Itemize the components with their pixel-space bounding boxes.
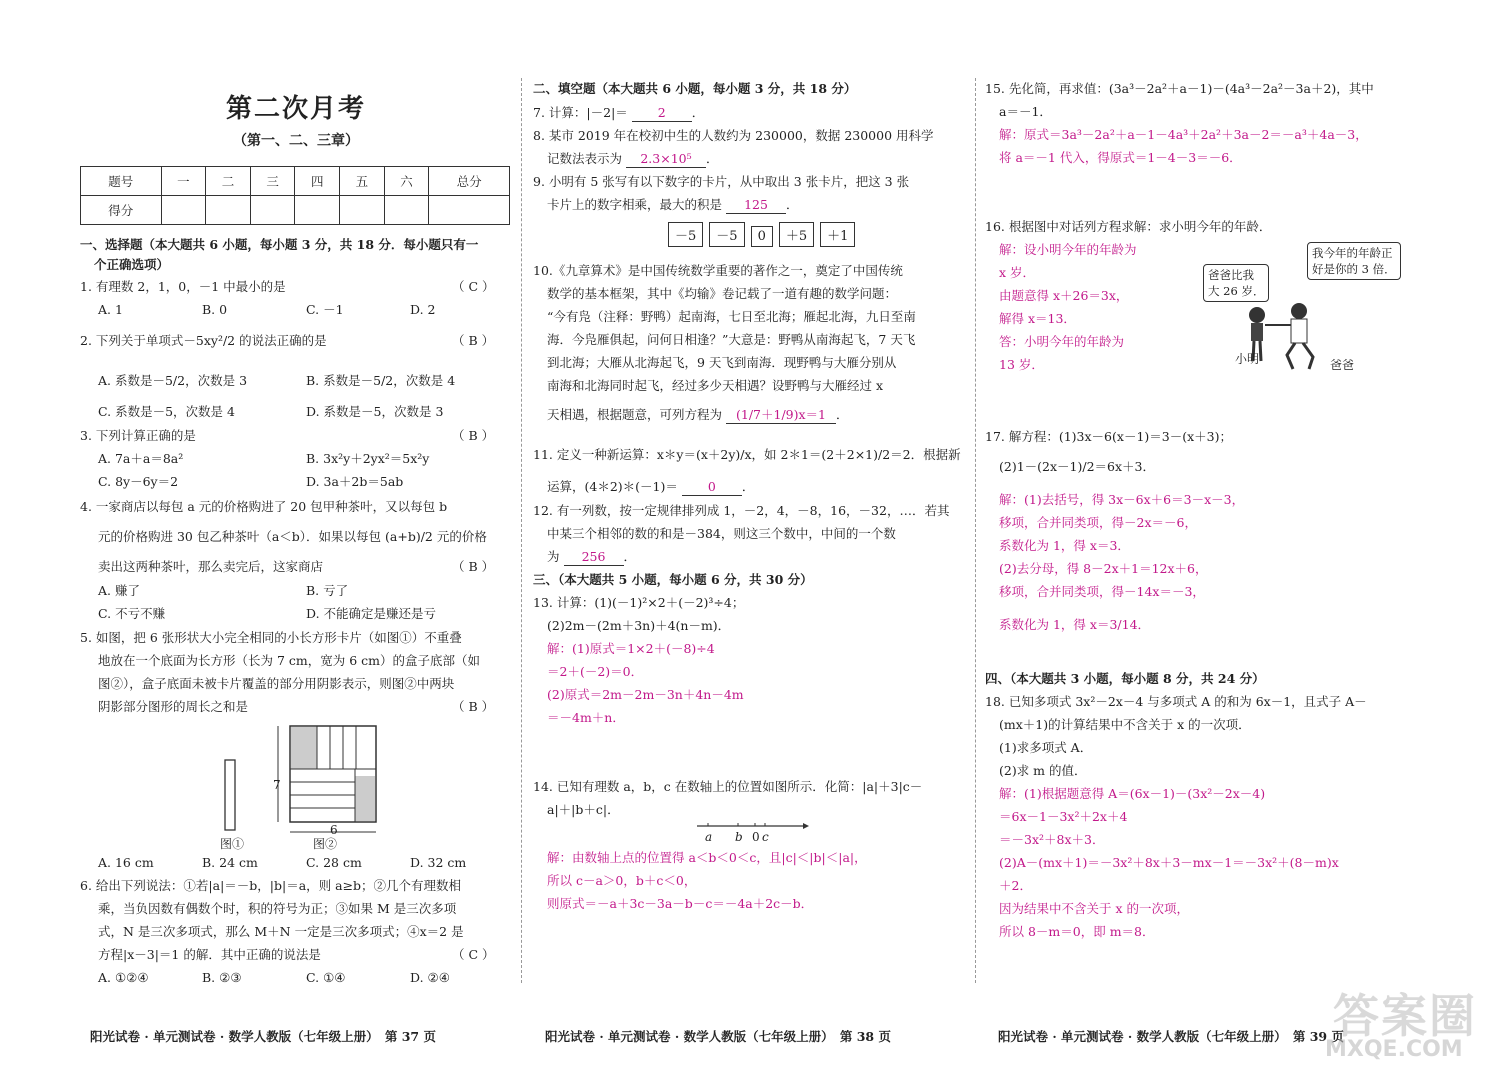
solution: (2)原式＝2m－2m－3n＋4n－4m <box>547 687 744 702</box>
question-6: 方程|x－3|＝1 的解．其中正确的说法是 <box>98 947 321 962</box>
question-8: 记数法表示为 2.3×10⁵ ． <box>547 151 719 166</box>
table-cell: 四 <box>295 167 340 196</box>
section-heading: 一、选择题（本大题共 6 小题，每小题 3 分，共 18 分．每小题只有一 <box>80 237 479 252</box>
question-18: (1)求多项式 A． <box>999 740 1093 755</box>
solution: 所以 8－m＝0，即 m＝8． <box>999 924 1155 939</box>
length-label: 7 <box>273 778 281 792</box>
question-4: 4. 一家商店以每包 a 元的价格购进了 20 包甲种茶叶，又以每包 b <box>80 499 448 514</box>
question-4: 卖出这两种茶叶，那么卖完后，这家商店 <box>98 559 324 574</box>
option: D. 32 cm <box>410 855 467 870</box>
option: A. 16 cm <box>98 855 154 870</box>
table-cell: 得分 <box>81 196 162 225</box>
question-text: 天相遇，根据题意，可列方程为 <box>547 407 723 422</box>
answer-mark: （ B ） <box>452 428 495 443</box>
solution: 解：(1)根据题意得 A＝(6x－1)－(3x²－2x－4) <box>999 786 1266 801</box>
option: C. 28 cm <box>306 855 362 870</box>
solution: ＝6x－1－3x²＋2x＋4 <box>999 809 1128 824</box>
bubble-text: 大 26 岁． <box>1208 284 1265 298</box>
question-10: 海．今凫雁俱起，问何日相逢？”大意是：野鸭从南海起飞，7 天飞 <box>547 332 916 347</box>
score-input-cell[interactable] <box>429 196 510 225</box>
page-footer: 阳光试卷 · 单元测试卷 · 数学人教版（七年级上册） 第 38 页 <box>545 1029 891 1044</box>
option: C. 8y－6y＝2 <box>98 474 179 489</box>
question-15: 15. 先化简，再求值：(3a³－2a²＋a－1)－(4a³－2a²－3a＋2)，其中 <box>985 81 1374 96</box>
option: B. 3x²y＋2yx²＝5x²y <box>306 451 430 466</box>
answer-mark: （ C ） <box>452 279 495 294</box>
solution: 答：小明今年的年龄为 <box>999 334 1125 349</box>
solution: 解：(1)去括号，得 3x－6x＋6＝3－x－3， <box>999 492 1245 507</box>
option: C. ①④ <box>306 970 346 985</box>
question-9: 卡片上的数字相乘，最大的积是 125 ． <box>547 197 799 212</box>
option: D. ②④ <box>410 970 450 985</box>
bubble-text: 我今年的年龄正 <box>1312 246 1393 260</box>
caption-dad: 爸爸 <box>1330 358 1355 372</box>
option: D. 3a＋2b＝5ab <box>306 474 404 489</box>
option: D. 2 <box>410 302 436 317</box>
axis-label: c <box>762 830 769 844</box>
option: A. ①②④ <box>98 970 149 985</box>
solution: 系数化为 1，得 x＝3/14． <box>999 617 1151 632</box>
table-cell: 一 <box>161 167 206 196</box>
option: B. 24 cm <box>202 855 258 870</box>
question-11: 运算，(4＊2)＊(－1)＝ 0 ． <box>547 479 755 494</box>
page-title: 第二次月考 <box>225 94 366 124</box>
solution: 由题意得 x＋26＝3x， <box>999 288 1129 303</box>
option: B. ②③ <box>202 970 242 985</box>
section-heading: 个正确选项） <box>94 257 170 272</box>
option: A. 7a＋a＝8a² <box>98 451 184 466</box>
option: B. 亏了 <box>306 583 349 598</box>
solution: 则原式＝－a＋3c－3a－b－c＝－4a＋2c－b． <box>547 896 814 911</box>
question-text: 为 <box>547 549 560 564</box>
bubble-text: 爸爸比我 <box>1208 268 1254 282</box>
option: A. 1 <box>98 302 123 317</box>
figure-label: 图② <box>313 837 338 851</box>
question-5: 阴影部分图形的周长之和是 <box>98 699 249 714</box>
table-row <box>81 196 510 225</box>
column-divider <box>521 78 522 983</box>
card-figure <box>210 718 390 838</box>
answer-blank: 125 <box>726 196 786 214</box>
question-18: (mx＋1)的计算结果中不含关于 x 的一次项． <box>999 717 1251 732</box>
number-card: 0 <box>751 226 773 247</box>
section-heading: 三、（本大题共 5 小题，每小题 6 分，共 30 分） <box>533 572 813 587</box>
answer-blank: 0 <box>682 478 742 496</box>
question-5: 地放在一个底面为长方形（长为 7 cm，宽为 6 cm）的盒子底部（如 <box>98 653 481 668</box>
question-text: 卡片上的数字相乘，最大的积是 <box>547 197 723 212</box>
question-10: 南海和北海同时起飞，经过多少天相遇？设野鸭与大雁经过 x <box>547 378 884 393</box>
watermark-url: MXQE.COM <box>1325 1037 1463 1062</box>
question-17: 17. 解方程：(1)3x－6(x－1)＝3－(x＋3)； <box>985 429 1232 444</box>
table-row <box>81 167 510 196</box>
section-heading: 二、填空题（本大题共 6 小题，每小题 3 分，共 18 分） <box>533 81 857 96</box>
column-divider <box>975 78 976 983</box>
section-heading: 四、（本大题共 3 小题，每小题 8 分，共 24 分） <box>985 671 1265 686</box>
question-text: 7. 计算：|－2|＝ <box>533 105 628 120</box>
question-17: (2)1－(2x－1)/2＝6x＋3． <box>999 459 1155 474</box>
solution: x 岁． <box>999 265 1036 280</box>
number-card: －5 <box>668 222 703 247</box>
question-4: 元的价格购进 30 包乙种茶叶（a＜b）．如果以每包 (a+b)/2 元的价格 <box>98 529 487 544</box>
question-3: 3. 下列计算正确的是 <box>80 428 196 443</box>
option: C. 系数是－5，次数是 4 <box>98 404 235 419</box>
answer-blank: (1/7＋1/9)x＝1 <box>726 406 836 424</box>
score-input-cell[interactable] <box>206 196 251 225</box>
question-8: 8. 某市 2019 年在校初中生的人数约为 230000，数据 230000 用科学 <box>533 128 934 143</box>
option: A. 系数是－5/2，次数是 3 <box>98 373 248 388</box>
solution: (2)A－(mx＋1)＝－3x²＋8x＋3－mx－1＝－3x²＋(8－m)x <box>999 855 1339 870</box>
score-input-cell[interactable] <box>250 196 295 225</box>
site-watermark <box>1325 975 1490 1070</box>
number-card: ＋5 <box>779 222 814 247</box>
solution: (2)去分母，得 8－2x＋1＝12x＋6， <box>999 561 1208 576</box>
solution: 解：设小明今年的年龄为 <box>999 242 1137 257</box>
score-table <box>80 166 510 225</box>
question-6: 式，N 是三次多项式，那么 M＋N 一定是三次多项式；④x＝2 是 <box>98 924 464 939</box>
page-subtitle: （第一、二、三章） <box>233 133 359 149</box>
bubble-text: 好是你的 3 倍． <box>1312 262 1396 276</box>
solution: ＋2． <box>999 878 1032 893</box>
question-13: 13. 计算：(1)(－1)²×2＋(－2)³÷4； <box>533 595 745 610</box>
solution: 13 岁． <box>999 357 1044 372</box>
option: B. 0 <box>202 302 228 317</box>
solution: ＝－3x²＋8x＋3． <box>999 832 1105 847</box>
score-input-cell[interactable] <box>340 196 385 225</box>
answer-mark: （ B ） <box>452 699 495 714</box>
number-card: ＋1 <box>820 222 855 247</box>
axis-label: a <box>705 830 713 844</box>
option: C. 不亏不赚 <box>98 606 166 621</box>
table-cell: 题号 <box>81 167 162 196</box>
question-7: 7. 计算：|－2|＝ 2 ． <box>533 105 705 120</box>
caption-son: 小明 <box>1235 352 1260 366</box>
speech-bubble-dad <box>1307 242 1401 280</box>
watermark-logo-text: 答案圈 <box>1333 989 1477 1043</box>
number-cards <box>668 222 861 247</box>
score-input-cell[interactable] <box>384 196 429 225</box>
option: D. 不能确定是赚还是亏 <box>306 606 437 621</box>
solution: 将 a＝－1 代入，得原式＝1－4－3＝－6． <box>999 150 1242 165</box>
answer-mark: （ B ） <box>452 559 495 574</box>
question-text: 运算，(4＊2)＊(－1)＝ <box>547 479 678 494</box>
number-card: －5 <box>709 222 744 247</box>
solution: ＝－4m＋n． <box>547 710 625 725</box>
solution: 移项，合并同类项，得－14x＝－3， <box>999 584 1205 599</box>
question-14: 14. 已知有理数 a，b，c 在数轴上的位置如图所示．化简：|a|＋3|c－ <box>533 779 923 794</box>
solution: 因为结果中不含关于 x 的一次项， <box>999 901 1189 916</box>
option: D. 系数是－5，次数是 3 <box>306 404 444 419</box>
table-cell: 六 <box>384 167 429 196</box>
page-footer: 阳光试卷 · 单元测试卷 · 数学人教版（七年级上册） 第 39 页 <box>998 1029 1344 1044</box>
question-6: 6. 给出下列说法：①若|a|＝－b，|b|＝a，则 a≥b；②几个有理数相 <box>80 878 462 893</box>
question-15: a＝－1． <box>999 104 1052 119</box>
question-14: a|＋|b＋c|． <box>547 802 620 817</box>
answer-mark: （ B ） <box>452 333 495 348</box>
solution: 系数化为 1，得 x＝3． <box>999 538 1130 553</box>
answer-blank: 2 <box>632 104 692 122</box>
question-18: (2)求 m 的值． <box>999 763 1087 778</box>
question-10: 数学的基本框架，其中《均输》卷记载了一道有趣的数学问题： <box>547 286 898 301</box>
page-footer: 阳光试卷 · 单元测试卷 · 数学人教版（七年级上册） 第 37 页 <box>90 1029 436 1044</box>
question-1: 1. 有理数 2，1，0，－1 中最小的是 <box>80 279 286 294</box>
solution: 解得 x＝13． <box>999 311 1076 326</box>
table-cell: 五 <box>340 167 385 196</box>
question-5: 5. 如图，把 6 张形状大小完全相同的小长方形卡片（如图①）不重叠 <box>80 630 462 645</box>
solution: 解：(1)原式＝1×2＋(－8)÷4 <box>547 641 715 656</box>
solution: 解：原式＝3a³－2a²＋a－1－4a³＋2a²＋3a－2＝－a³＋4a－3， <box>999 127 1368 142</box>
solution: 解：由数轴上点的位置得 a＜b＜0＜c，且|c|＜|b|＜|a|， <box>547 850 867 865</box>
question-2: 2. 下列关于单项式－5xy²/2 的说法正确的是 <box>80 333 327 348</box>
table-cell: 二 <box>206 167 251 196</box>
answer-mark: （ C ） <box>452 947 495 962</box>
answer-blank: 256 <box>564 548 624 566</box>
question-12: 为 256 ． <box>547 549 637 564</box>
solution: ＝2＋(－2)＝0． <box>547 664 644 679</box>
speech-bubble-son <box>1203 264 1269 302</box>
score-input-cell[interactable] <box>295 196 340 225</box>
solution: 移项，合并同类项，得－2x＝－6， <box>999 515 1197 530</box>
question-12: 中某三个相邻的数的和是－384，则这三个数中，中间的一个数 <box>547 526 896 541</box>
question-12: 12. 有一列数，按一定规律排列成 1，－2，4，－8，16，－32，…．若其 <box>533 503 950 518</box>
axis-label: 0 <box>752 830 760 844</box>
question-11: 11. 定义一种新运算：x＊y＝(x＋2y)/x，如 2＊1＝(2＋2×1)/2＝2．根据新 <box>533 447 961 462</box>
question-16: 16. 根据图中对话列方程求解：求小明今年的年龄． <box>985 219 1272 234</box>
question-text: 记数法表示为 <box>547 151 623 166</box>
figure-label: 图① <box>220 837 245 851</box>
question-9: 9. 小明有 5 张写有以下数字的卡片，从中取出 3 张卡片，把这 3 张 <box>533 174 910 189</box>
length-label: 6 <box>330 823 338 837</box>
question-10: 天相遇，根据题意，可列方程为 (1/7＋1/9)x＝1 ． <box>547 407 849 422</box>
option: C. －1 <box>306 302 344 317</box>
answer-blank: 2.3×10⁵ <box>626 150 706 168</box>
question-13: (2)2m－(2m＋3n)＋4(n－m)． <box>547 618 731 633</box>
option: B. 系数是－5/2，次数是 4 <box>306 373 456 388</box>
question-18: 18. 已知多项式 3x²－2x－4 与多项式 A 的和为 6x－1，且式子 A－ <box>985 694 1367 709</box>
question-10: 到北海；大雁从北海起飞，9 天飞到南海．现野鸭与大雁分别从 <box>547 355 897 370</box>
table-cell: 总分 <box>429 167 510 196</box>
table-cell: 三 <box>250 167 295 196</box>
question-10: “今有凫（注释：野鸭）起南海，七日至北海；雁起北海，九日至南 <box>547 309 916 324</box>
question-10: 10.《九章算术》是中国传统数学重要的著作之一，奠定了中国传统 <box>533 263 903 278</box>
solution: 所以 c－a＞0，b＋c＜0， <box>547 873 697 888</box>
question-6: 乘，当负因数有偶数个时，积的符号为正；③如果 M 是三次多项 <box>98 901 457 916</box>
score-input-cell[interactable] <box>161 196 206 225</box>
question-5: 图②），盒子底面未被卡片覆盖的部分用阴影表示，则图②中两块 <box>98 676 455 691</box>
option: A. 赚了 <box>98 583 140 598</box>
axis-label: b <box>735 830 743 844</box>
